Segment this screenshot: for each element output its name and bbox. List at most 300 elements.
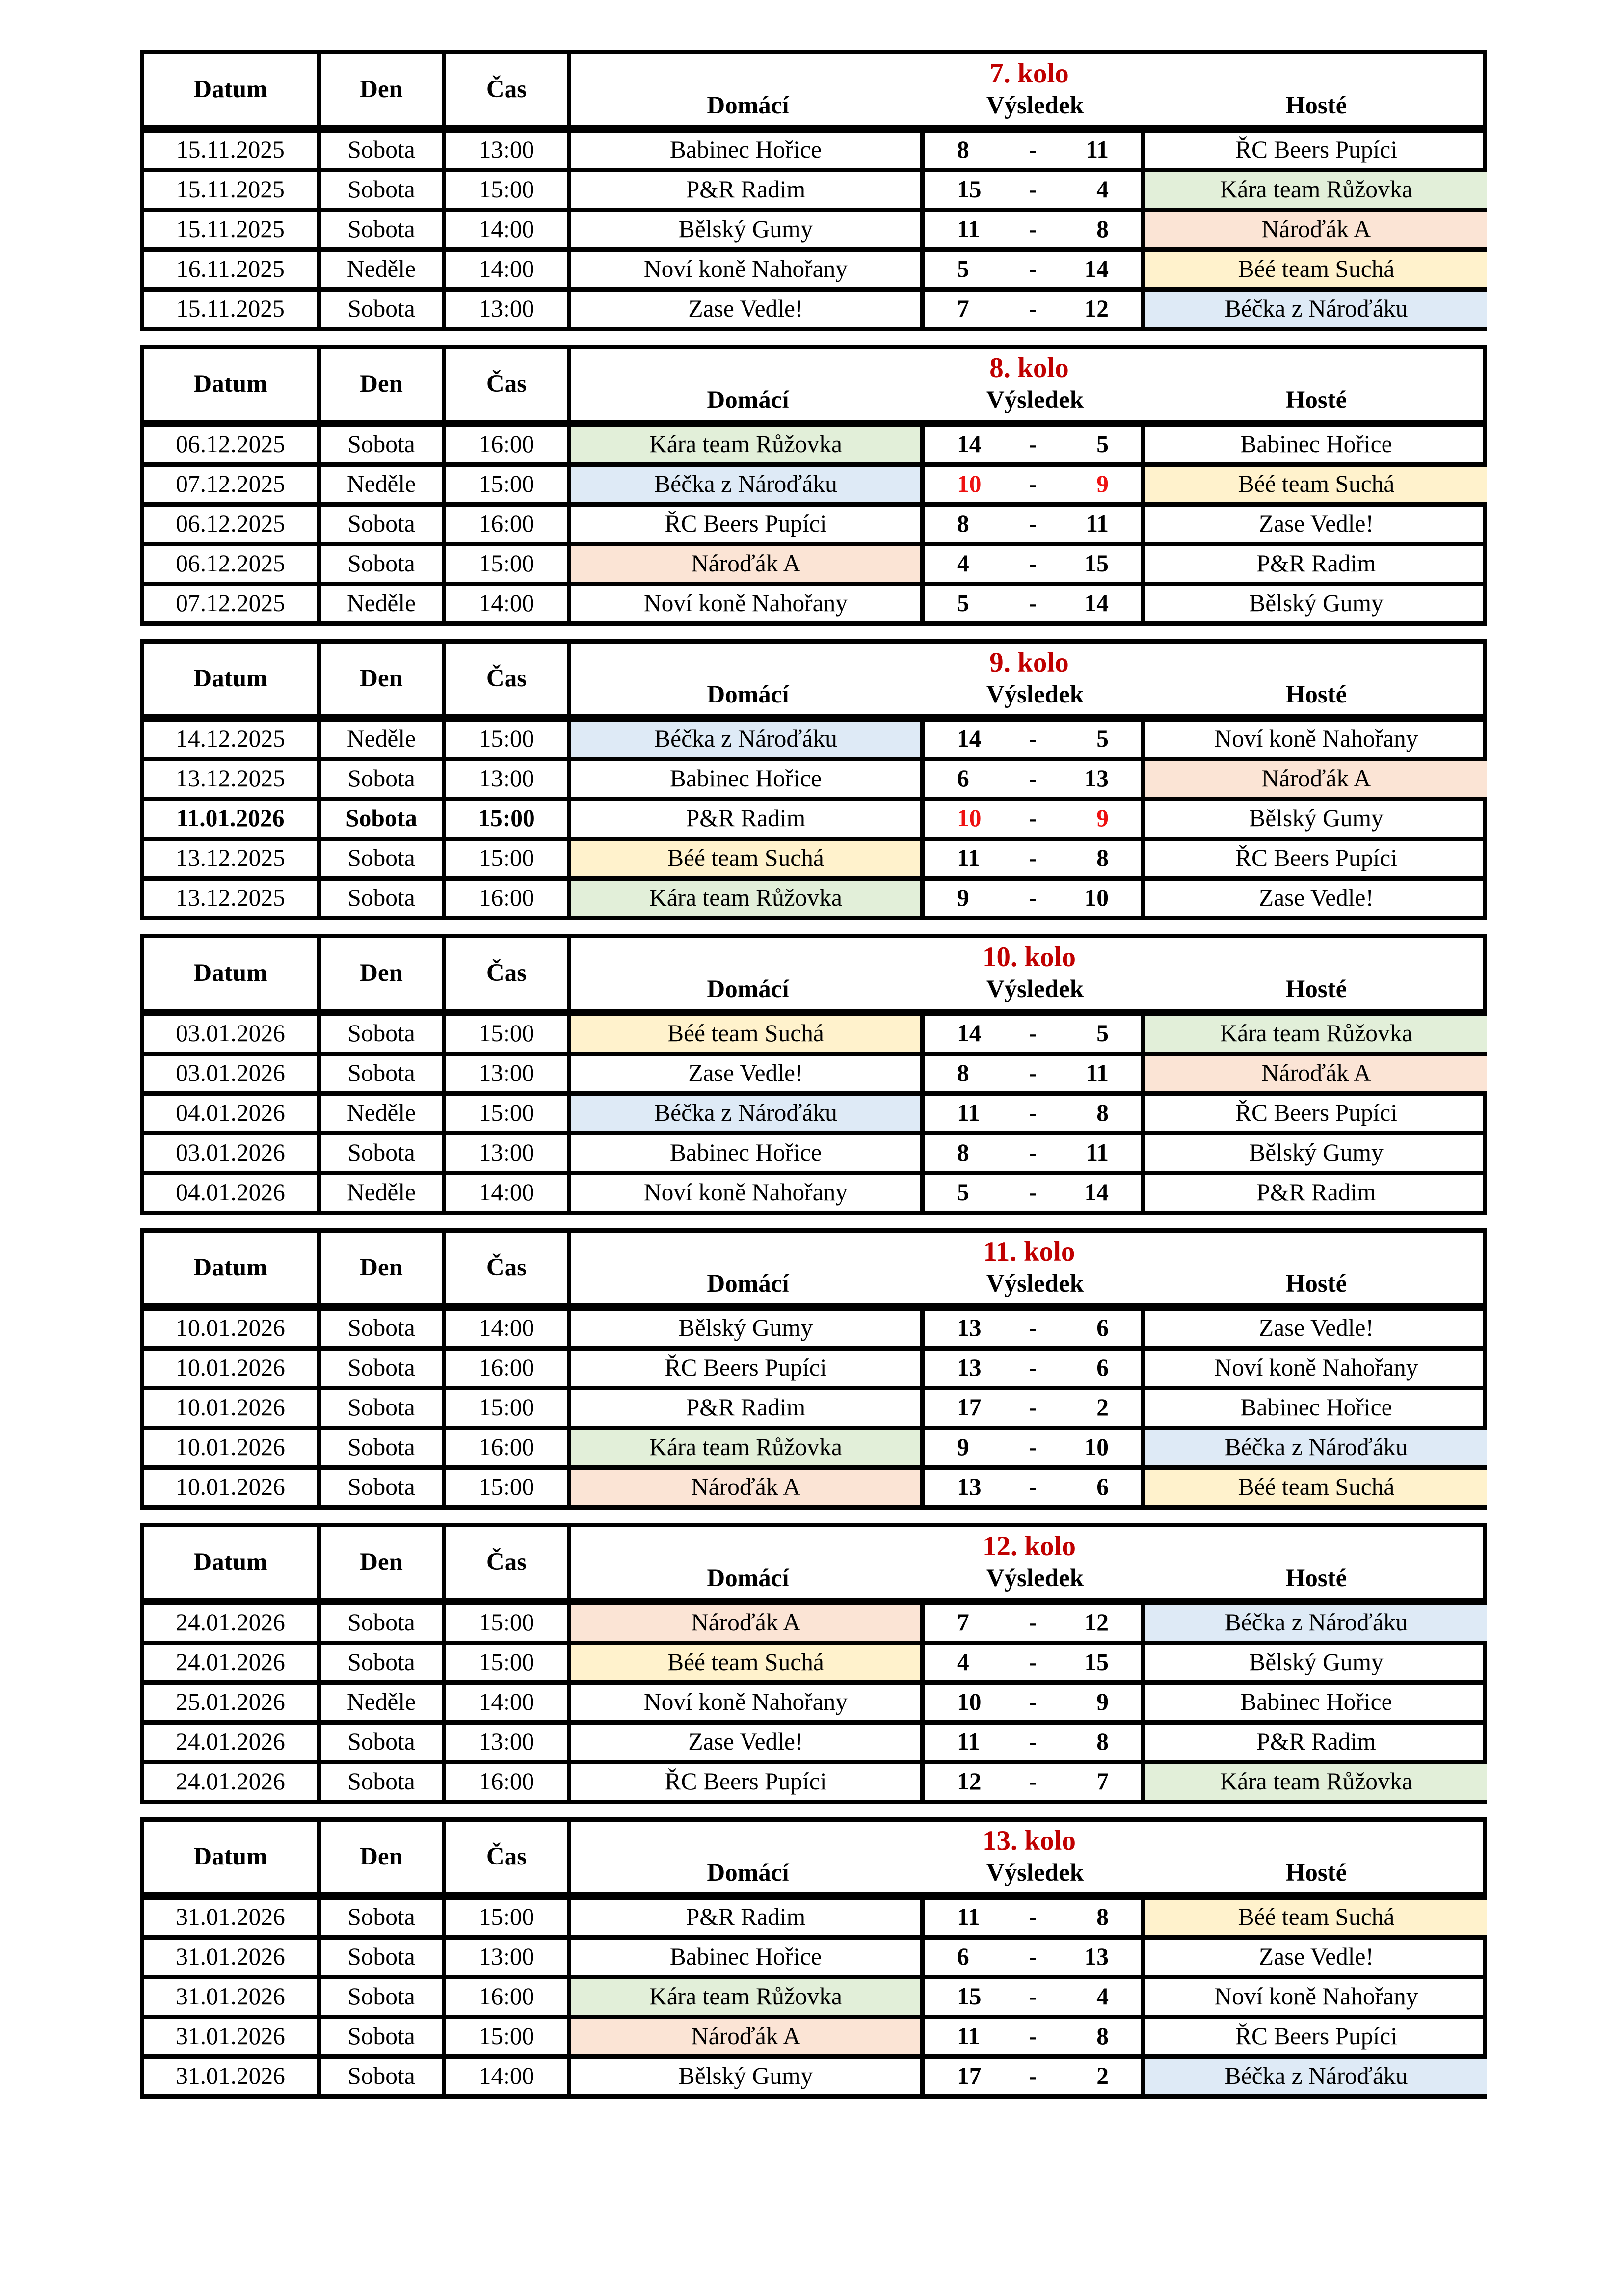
table-body [144,1016,1483,1211]
header-hoste: Hosté [1285,975,1347,1003]
home-team: Bělský Gumy [571,1311,925,1346]
match-date: 10.01.2026 [144,1351,321,1386]
home-team: Babinec Hořice [571,1940,925,1975]
match-time: 15:00 [446,1390,571,1426]
match-time: 15:00 [446,841,571,876]
round-title: 10. kolo [982,943,1076,973]
match-time: 14:00 [446,586,571,621]
home-team: Zase Vedle! [571,1056,925,1091]
home-team: Béčka z Nároďáku [571,722,925,757]
home-score: 6 [957,764,969,792]
match-day: Neděle [321,1685,446,1720]
match-score [925,1979,1145,2015]
header-domaci: Domácí [707,1564,789,1592]
round-table-8 [140,345,1487,626]
match-row [144,1171,1483,1211]
away-score: 5 [1096,725,1109,753]
match-day: Sobota [321,507,446,542]
match-score [925,1900,1145,1935]
home-team: Bělský Gumy [571,2059,925,2094]
header-sublabels [571,975,1487,1004]
home-team: Zase Vedle! [571,292,925,327]
home-team: Nároďák A [571,2019,925,2054]
match-date: 13.12.2025 [144,841,321,876]
match-score [925,1764,1145,1800]
header-den: Den [321,54,446,125]
match-time: 15:00 [446,172,571,208]
table-body [144,722,1483,916]
table-body [144,1311,1483,1505]
away-score: 6 [1096,1473,1109,1501]
match-date: 15.11.2025 [144,292,321,327]
home-score: 14 [957,725,982,753]
match-date: 16.11.2025 [144,252,321,287]
home-score: 8 [957,1138,969,1166]
away-score: 11 [1086,1059,1109,1087]
home-score: 11 [957,1728,980,1756]
score-dash: - [1029,1608,1037,1636]
match-score [925,1685,1145,1720]
home-team: Béé team Suchá [571,1645,925,1680]
round-title: 13. kolo [982,1826,1076,1857]
score-dash: - [1029,135,1037,163]
away-score: 4 [1096,1982,1109,2010]
header-vysledek: Výsledek [986,91,1084,119]
score-dash: - [1029,2022,1037,2050]
score-dash: - [1029,215,1037,243]
match-score [925,881,1145,916]
home-team: Nároďák A [571,1605,925,1641]
away-team: P&R Radim [1256,1178,1376,1206]
match-score [925,1390,1145,1426]
score-dash: - [1029,884,1037,912]
match-row [144,1346,1483,1386]
match-score [925,1016,1145,1052]
match-date: 24.01.2026 [144,1645,321,1680]
match-time: 15:00 [446,1605,571,1641]
home-team: Béčka z Nároďáku [571,1096,925,1131]
header-datum: Datum [144,54,321,125]
match-score [925,761,1145,797]
away-score: 8 [1096,1099,1109,1127]
header-hoste: Hosté [1285,1270,1347,1297]
match-score [925,1096,1145,1131]
match-score [925,2059,1145,2094]
home-score: 9 [957,1433,969,1461]
round-title: 9. kolo [989,648,1069,679]
table-body [144,1605,1483,1800]
round-table-11 [140,1228,1487,1510]
home-score: 6 [957,1943,969,1971]
header-merged [571,938,1487,1009]
home-team: ŘC Beers Pupíci [571,1351,925,1386]
round-table-7 [140,50,1487,331]
match-row [144,133,1483,168]
header-vysledek: Výsledek [986,1564,1084,1592]
score-dash: - [1029,255,1037,283]
home-score: 13 [957,1473,982,1501]
table-header [144,1822,1483,1900]
match-day: Sobota [321,1135,446,1171]
away-team: Nároďák A [1145,1056,1487,1091]
match-date: 15.11.2025 [144,133,321,168]
header-vysledek: Výsledek [986,1859,1084,1887]
home-score: 15 [957,1982,982,2010]
match-date: 25.01.2026 [144,1685,321,1720]
away-score: 11 [1086,1138,1109,1166]
away-team: P&R Radim [1256,1728,1376,1756]
score-dash: - [1029,1688,1037,1716]
away-team: Béčka z Nároďáku [1145,292,1487,327]
match-time: 15:00 [446,1645,571,1680]
match-score [925,252,1145,287]
table-body [144,1900,1483,2094]
match-time: 13:00 [446,1725,571,1760]
home-score: 7 [957,1608,969,1636]
away-team: Babinec Hořice [1240,430,1392,458]
match-row [144,582,1483,621]
table-header [144,644,1483,722]
match-row [144,502,1483,542]
header-sublabels [571,1270,1487,1299]
away-team: Noví koně Nahořany [1214,725,1418,753]
away-score: 2 [1096,1393,1109,1421]
away-score: 9 [1096,804,1109,832]
home-score: 17 [957,2062,982,2090]
table-header [144,1527,1483,1605]
home-team: Nároďák A [571,1470,925,1505]
score-dash: - [1029,510,1037,538]
score-dash: - [1029,430,1037,458]
match-time: 16:00 [446,1979,571,2015]
match-row [144,2015,1483,2054]
away-team: ŘC Beers Pupíci [1235,135,1397,163]
away-score: 8 [1096,1728,1109,1756]
match-date: 10.01.2026 [144,1311,321,1346]
match-date: 13.12.2025 [144,881,321,916]
header-datum: Datum [144,1527,321,1598]
header-domaci: Domácí [707,1859,789,1887]
away-team: Zase Vedle! [1258,884,1374,912]
home-team: Noví koně Nahořany [571,586,925,621]
header-cas: Čas [446,54,571,125]
match-day: Sobota [321,2019,446,2054]
match-date: 03.01.2026 [144,1056,321,1091]
away-team: Nároďák A [1145,212,1487,247]
home-team: Béé team Suchá [571,1016,925,1052]
away-team: Béčka z Nároďáku [1145,1430,1487,1465]
home-team: Kára team Růžovka [571,1979,925,2015]
away-team: Babinec Hořice [1240,1688,1392,1716]
match-day: Sobota [321,1016,446,1052]
match-date: 10.01.2026 [144,1390,321,1426]
score-dash: - [1029,1433,1037,1461]
home-team: ŘC Beers Pupíci [571,1764,925,1800]
header-hoste: Hosté [1285,91,1347,119]
away-team: Béčka z Nároďáku [1145,1605,1487,1641]
away-team: Kára team Růžovka [1145,1764,1487,1800]
match-score [925,1311,1145,1346]
away-team: Babinec Hořice [1240,1393,1392,1421]
match-date: 06.12.2025 [144,546,321,582]
home-team: P&R Radim [571,1390,925,1426]
match-row [144,1016,1483,1052]
score-dash: - [1029,1648,1037,1676]
match-row [144,1386,1483,1426]
match-time: 15:00 [446,2019,571,2054]
match-date: 15.11.2025 [144,172,321,208]
match-time: 14:00 [446,1175,571,1211]
away-team: ŘC Beers Pupíci [1235,1099,1397,1127]
match-date: 10.01.2026 [144,1430,321,1465]
home-team: Béé team Suchá [571,841,925,876]
home-score: 10 [957,1688,982,1716]
header-den: Den [321,644,446,714]
home-score: 8 [957,1059,969,1087]
match-date: 31.01.2026 [144,1900,321,1935]
home-score: 11 [957,1099,980,1127]
match-date: 24.01.2026 [144,1725,321,1760]
match-date: 04.01.2026 [144,1096,321,1131]
away-team: Kára team Růžovka [1145,1016,1487,1052]
score-dash: - [1029,1393,1037,1421]
match-day: Sobota [321,1645,446,1680]
table-header [144,54,1483,133]
home-team: Nároďák A [571,546,925,582]
home-score: 7 [957,295,969,323]
home-score: 5 [957,1178,969,1206]
away-score: 15 [1084,549,1109,577]
away-team: Béčka z Nároďáku [1145,2059,1487,2094]
header-vysledek: Výsledek [986,975,1084,1003]
match-day: Sobota [321,761,446,797]
match-date: 14.12.2025 [144,722,321,757]
score-dash: - [1029,844,1037,872]
away-score: 7 [1096,1767,1109,1795]
match-row [144,1465,1483,1505]
match-date: 31.01.2026 [144,2019,321,2054]
match-day: Sobota [321,172,446,208]
header-den: Den [321,1527,446,1598]
header-datum: Datum [144,1822,321,1892]
home-score: 8 [957,135,969,163]
match-date: 03.01.2026 [144,1135,321,1171]
match-date: 13.12.2025 [144,761,321,797]
match-date: 04.01.2026 [144,1175,321,1211]
home-team: Zase Vedle! [571,1725,925,1760]
match-time: 16:00 [446,881,571,916]
match-row [144,876,1483,916]
match-day: Sobota [321,1351,446,1386]
match-date: 24.01.2026 [144,1605,321,1641]
match-score [925,172,1145,208]
match-day: Sobota [321,1056,446,1091]
match-time: 14:00 [446,252,571,287]
match-row [144,1641,1483,1680]
score-dash: - [1029,1099,1037,1127]
away-score: 6 [1096,1314,1109,1342]
match-time: 15:00 [446,467,571,502]
header-hoste: Hosté [1285,1859,1347,1887]
score-dash: - [1029,1767,1037,1795]
header-vysledek: Výsledek [986,1270,1084,1297]
match-date: 11.01.2026 [144,801,321,837]
match-row [144,208,1483,247]
header-domaci: Domácí [707,91,789,119]
match-score [925,1940,1145,1975]
match-day: Sobota [321,1605,446,1641]
match-time: 14:00 [446,212,571,247]
match-row [144,168,1483,208]
match-time: 15:00 [446,546,571,582]
match-row [144,1605,1483,1641]
match-time: 15:00 [446,1900,571,1935]
match-score [925,427,1145,462]
round-title: 7. kolo [989,59,1069,90]
away-score: 8 [1096,215,1109,243]
away-team: Zase Vedle! [1258,510,1374,538]
away-score: 12 [1084,295,1109,323]
home-score: 14 [957,430,982,458]
match-row [144,462,1483,502]
header-datum: Datum [144,1233,321,1303]
home-score: 8 [957,510,969,538]
header-sublabels [571,386,1487,415]
header-datum: Datum [144,644,321,714]
score-dash: - [1029,725,1037,753]
away-score: 9 [1096,1688,1109,1716]
score-dash: - [1029,1903,1037,1931]
header-merged [571,54,1487,125]
home-score: 11 [957,215,980,243]
match-score [925,1135,1145,1171]
match-time: 15:00 [446,1016,571,1052]
header-sublabels [571,1859,1487,1888]
match-date: 15.11.2025 [144,212,321,247]
away-team: Béé team Suchá [1145,1900,1487,1935]
match-score [925,546,1145,582]
match-day: Sobota [321,1764,446,1800]
match-row [144,247,1483,287]
match-score [925,1645,1145,1680]
header-vysledek: Výsledek [986,386,1084,414]
match-day: Sobota [321,1900,446,1935]
match-day: Sobota [321,2059,446,2094]
away-team: Béé team Suchá [1145,252,1487,287]
away-team: Zase Vedle! [1258,1314,1374,1342]
away-score: 10 [1084,1433,1109,1461]
match-score [925,133,1145,168]
match-day: Sobota [321,1311,446,1346]
home-score: 5 [957,255,969,283]
header-cas: Čas [446,644,571,714]
header-vysledek: Výsledek [986,680,1084,708]
match-day: Sobota [321,1940,446,1975]
home-score: 12 [957,1767,982,1795]
home-team: Béčka z Nároďáku [571,467,925,502]
match-row [144,722,1483,757]
match-day: Sobota [321,212,446,247]
header-domaci: Domácí [707,1270,789,1297]
home-team: Bělský Gumy [571,212,925,247]
match-score [925,467,1145,502]
away-team: Béé team Suchá [1145,1470,1487,1505]
away-team: Noví koně Nahořany [1214,1353,1418,1381]
away-score: 14 [1084,1178,1109,1206]
header-cas: Čas [446,1233,571,1303]
home-team: P&R Radim [571,801,925,837]
header-den: Den [321,349,446,420]
away-score: 2 [1096,2062,1109,2090]
header-merged [571,349,1487,420]
match-time: 13:00 [446,1135,571,1171]
match-row [144,1426,1483,1465]
away-score: 13 [1084,1943,1109,1971]
round-table-13 [140,1817,1487,2099]
home-score: 14 [957,1019,982,1047]
score-dash: - [1029,1982,1037,2010]
away-score: 5 [1096,430,1109,458]
score-dash: - [1029,1728,1037,1756]
home-score: 13 [957,1314,982,1342]
away-team: Béé team Suchá [1145,467,1487,502]
match-date: 31.01.2026 [144,1940,321,1975]
away-score: 8 [1096,844,1109,872]
header-merged [571,1822,1487,1892]
match-date: 06.12.2025 [144,427,321,462]
header-merged [571,1233,1487,1303]
match-score [925,1175,1145,1211]
match-day: Neděle [321,252,446,287]
score-dash: - [1029,295,1037,323]
home-team: Babinec Hořice [571,1135,925,1171]
away-score: 6 [1096,1353,1109,1381]
table-header [144,938,1483,1016]
match-row [144,1311,1483,1346]
match-row [144,1131,1483,1171]
away-team: Noví koně Nahořany [1214,1982,1418,2010]
away-score: 4 [1096,175,1109,203]
match-date: 07.12.2025 [144,586,321,621]
header-hoste: Hosté [1285,680,1347,708]
score-dash: - [1029,804,1037,832]
match-time: 13:00 [446,1056,571,1091]
away-score: 15 [1084,1648,1109,1676]
match-row [144,2054,1483,2094]
match-score [925,1725,1145,1760]
home-team: Noví koně Nahořany [571,1175,925,1211]
score-dash: - [1029,589,1037,617]
score-dash: - [1029,1314,1037,1342]
match-date: 07.12.2025 [144,467,321,502]
away-team: Kára team Růžovka [1145,172,1487,208]
match-date: 24.01.2026 [144,1764,321,1800]
header-den: Den [321,1822,446,1892]
match-row [144,757,1483,797]
match-score [925,841,1145,876]
match-score [925,212,1145,247]
score-dash: - [1029,1019,1037,1047]
score-dash: - [1029,1353,1037,1381]
home-team: Babinec Hořice [571,133,925,168]
match-day: Neděle [321,1096,446,1131]
match-score [925,1056,1145,1091]
header-den: Den [321,938,446,1009]
home-team: Kára team Růžovka [571,881,925,916]
match-day: Sobota [321,292,446,327]
home-team: P&R Radim [571,1900,925,1935]
match-time: 13:00 [446,761,571,797]
